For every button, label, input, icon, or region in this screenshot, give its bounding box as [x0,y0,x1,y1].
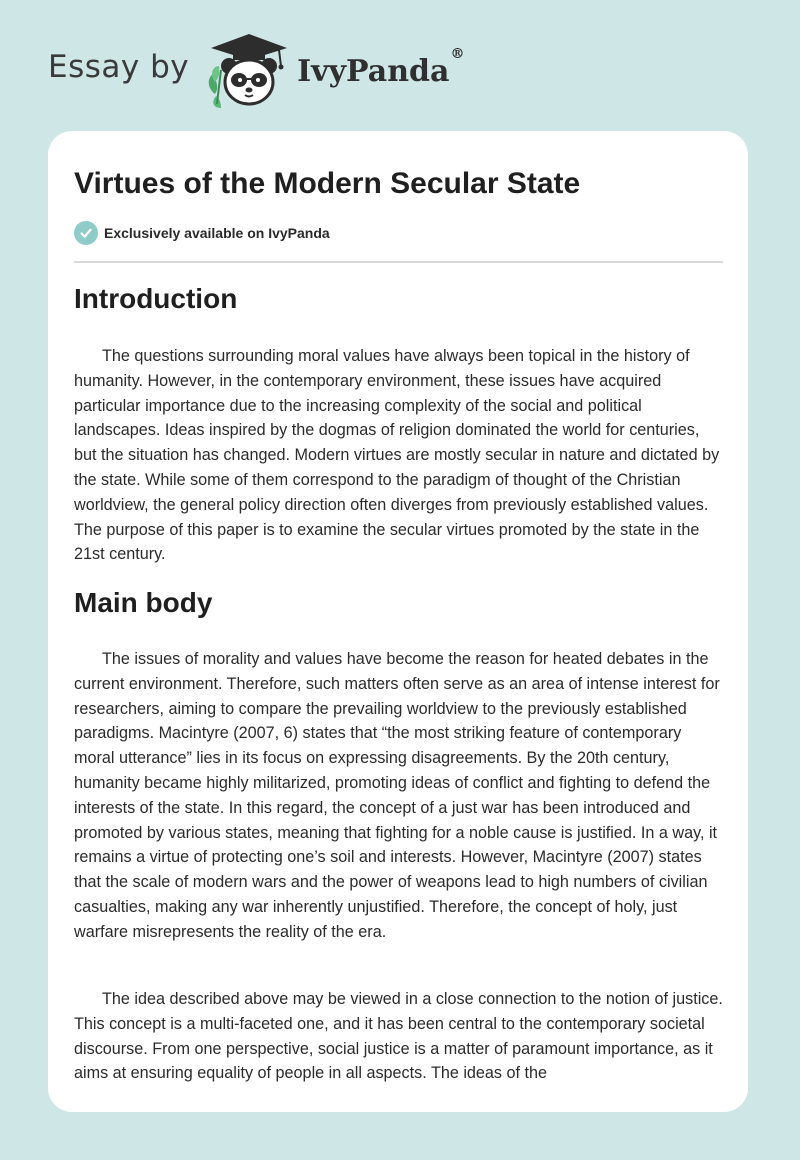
exclusive-label: Exclusively available on IvyPanda [104,225,330,241]
section-heading-main-body: Main body [74,587,213,618]
exclusive-notice [74,221,330,245]
divider [74,261,723,263]
registered-mark: ® [450,45,465,62]
site-header [48,30,464,110]
paragraph: The questions surrounding moral values have always been topical in the history of humanity. However, in the contemporary environment, these issues have acquired particular importance due to the increasing complexity of the social and political landscapes. Ideas inspired by the dogmas of religion dominated the world for centuries, but the situation has changed. Modern virtues are mostly secular in nature and dictated by the state. While some of them correspond to the paradigm of thought of the Christian worldview, the general policy direction often diverges from previously established values. The purpose of this paper is to examine the secular virtues promoted by the state in the 21st century. [74,347,720,564]
brand-name[interactable]: IvyPanda® [297,45,465,89]
section-heading-introduction: Introduction [74,283,238,314]
article-card [48,131,748,1112]
essay-by-label: Essay by [48,49,190,85]
paragraph: The idea described above may be viewed in a close connection to the notion of justice. This concept is a multi-faceted one, and it has been central to the contemporary societal discourse. From one perspective, social justice is a matter of paramount importance, as it aims at ensuring equality of people in all aspects. The ideas of the [74,990,723,1083]
article-title: Virtues of the Modern Secular State [74,167,581,200]
panda-graduate-icon[interactable] [203,30,295,110]
check-icon [74,221,98,245]
paragraph: The issues of morality and values have become the reason for heated debates in the current environment. Therefore, such matters often serve as an area of intense interest for researchers, aiming to compare the prevailing worldview to the previously established paradigms. Macintyre (2007, 6) states that “the most striking feature of contemporary moral utterance” lies in its focus on expressing disagreements. By the 20th century, humanity became highly militarized, promoting ideas of conflict and fighting to defend the interests of the state. In this regard, the concept of a just war has been introduced and promoted by various states, meaning that fighting for a noble cause is justified. In a way, it remains a virtue of protecting one’s soil and interests. However, Macintyre (2007) states that the scale of modern wars and the power of weapons lead to high numbers of civilian casualties, making any war inherently unjustified. Therefore, the concept of holy, just warfare misrepresents the reality of the era. [74,650,720,941]
